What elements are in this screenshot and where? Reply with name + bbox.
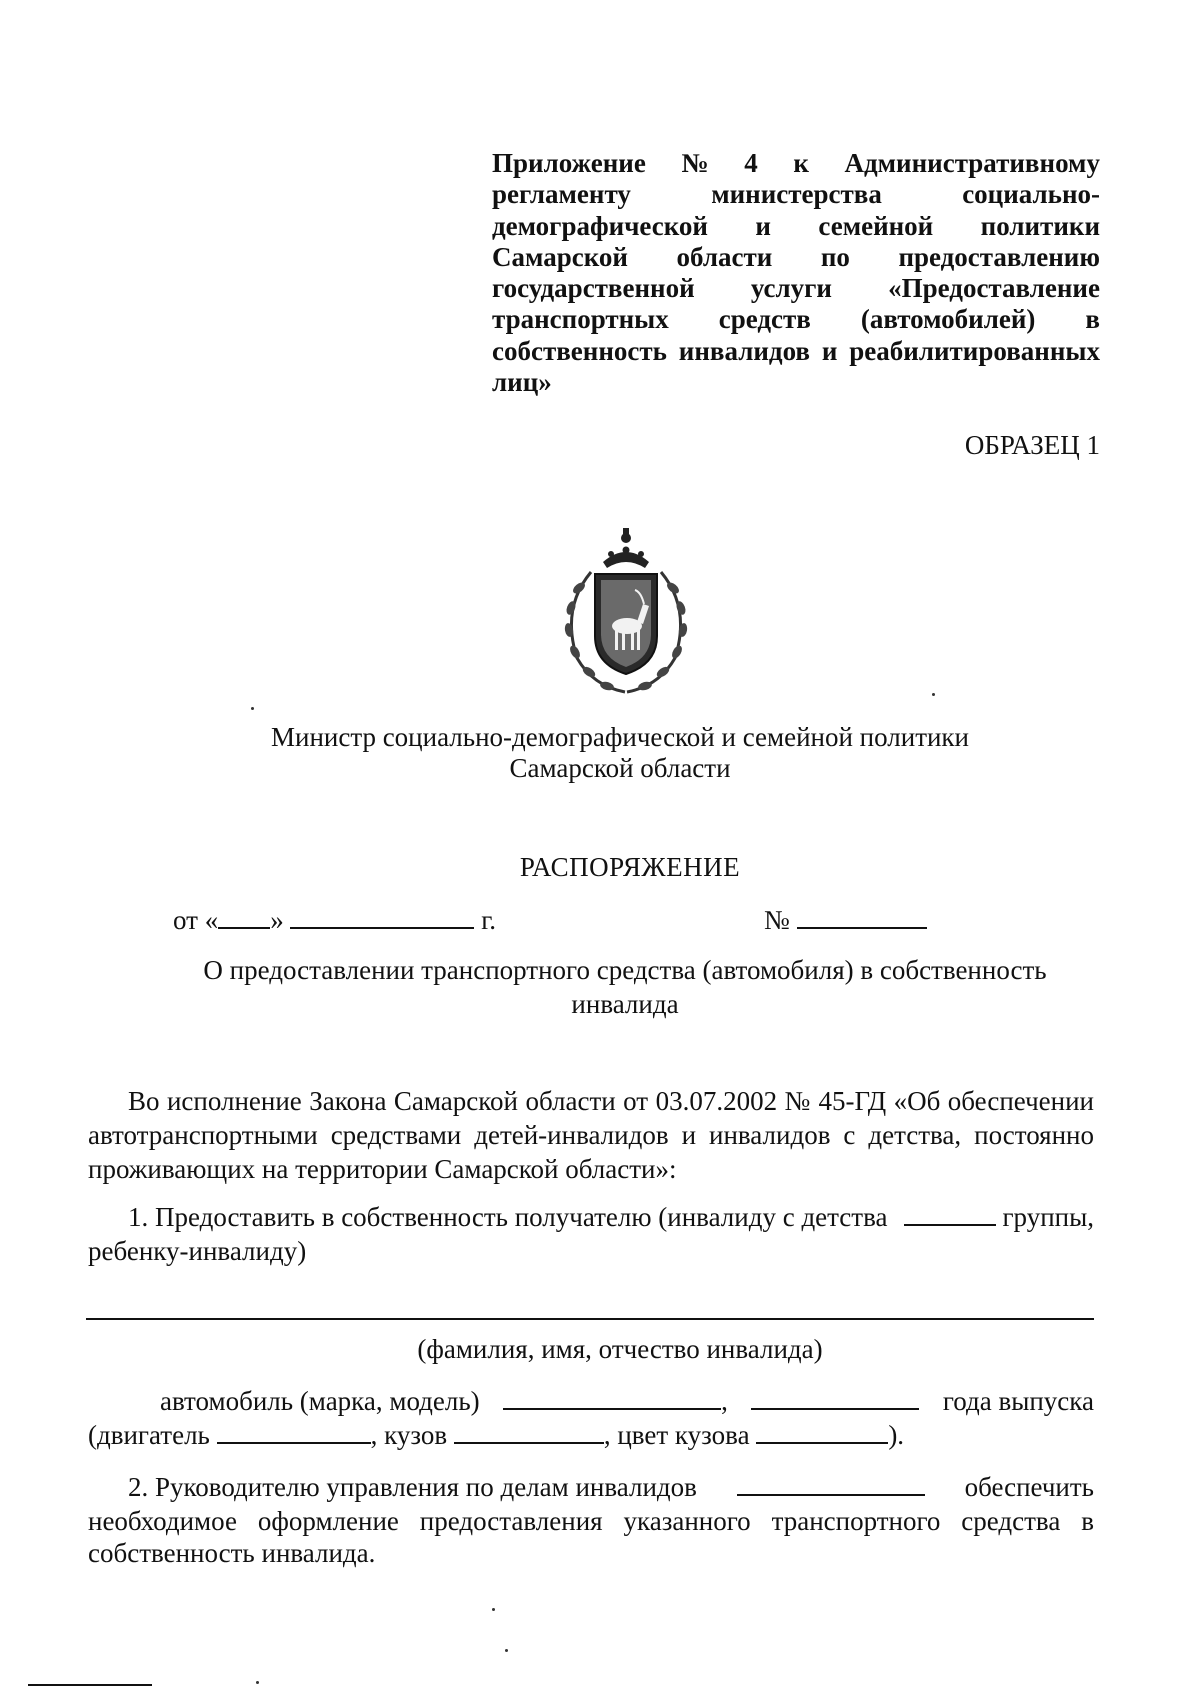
appendix-word: в [1085,304,1100,335]
intro-paragraph: Во исполнение Закона Самарской области от 03.07.2002 № 45-ГД «Об обеспечении автотранспортными средствами детей-инвалидов и инвалидов с детства, постоянно проживающих на территории Самарской области»: [88,1086,1094,1184]
item1-text: 1. Предоставить в собственность получателю (инвалиду с детства [128,1202,888,1232]
appendix-word: регламенту [492,179,631,210]
appendix-word: (автомобилей) [860,304,1036,335]
appendix-word: государственной [492,273,695,304]
document-type: РАСПОРЯЖЕНИЕ [519,852,741,882]
appendix-word: № [681,148,709,178]
appendix-word: инвалидов [678,335,810,366]
document-subject [180,953,1070,1021]
item2-ensure: обеспечить [964,1472,1094,1502]
appendix-word: услуги [750,273,832,304]
day-blank [218,905,270,929]
appendix-header [492,148,1100,398]
appendix-word: политики [980,210,1100,241]
appendix-word: области [676,241,773,272]
car-label: автомобиль (марка, модель) [160,1386,480,1416]
sample-label: ОБРАЗЕЦ 1 [964,430,1100,460]
year-label: года выпуска [942,1386,1094,1416]
car-year-blank [751,1386,919,1410]
close-paren: ). [888,1420,905,1450]
engine-blank [217,1420,371,1444]
organization-line: Министр социально-демографической и семейной политики [270,722,970,752]
year-suffix: г. [481,905,496,935]
appendix-line [492,304,1100,335]
appendix-line [492,336,1100,367]
fio-caption: (фамилия, имя, отчество инвалида) [417,1334,823,1364]
appendix-word: по [820,241,850,272]
item2-line2: необходимое оформление предоставления указанного транспортного средства в [88,1506,1094,1536]
appendix-word: социально- [962,179,1100,210]
item2-line1 [128,1472,1094,1503]
number-line [764,905,927,936]
date-line [173,905,496,936]
scan-speck [505,1649,508,1652]
appendix-word: средств [718,304,811,335]
appendix-word: собственность [492,335,667,366]
color-blank [756,1420,888,1444]
engine-label: (двигатель [88,1420,210,1450]
appendix-line [492,179,1100,210]
appendix-word: демографической [492,210,708,241]
item2-text: 2. Руководителю управления по делам инвалидов [128,1472,697,1502]
item1-groups: группы, [1002,1202,1094,1232]
appendix-word: предоставлению [898,241,1100,272]
date-from-label: от « [173,905,219,935]
appendix-word: Самарской [492,241,628,272]
appendix-word: лиц» [492,367,552,398]
disability-group-blank [904,1202,996,1226]
date-close-quote: » [270,905,284,935]
appendix-word: Административному [844,148,1100,178]
subject-line: О предоставлении транспортного средства (автомобиля) в собственность [203,955,1047,985]
item1-line1 [128,1202,1094,1233]
body-blank [454,1420,604,1444]
organization-heading [250,722,990,784]
scan-speck [251,707,254,710]
color-label: , цвет кузова [603,1420,750,1450]
appendix-word: транспортных [492,304,669,335]
appendix-word: и [755,210,771,241]
appendix-word: семейной [818,210,934,241]
department-blank [737,1472,925,1496]
body-label: , кузов [370,1420,448,1450]
appendix-line [492,367,1100,398]
organization-line: Самарской области [509,753,731,783]
item1-end: ребенку-инвалиду) [88,1236,307,1266]
fio-fill-line [86,1318,1094,1320]
appendix-word: 4 [744,148,758,178]
engine-line [88,1420,904,1451]
number-blank [797,905,927,929]
appendix-line [492,273,1100,304]
appendix-line [492,148,1100,179]
footer-rule [28,1684,152,1686]
number-label: № [764,905,790,935]
scan-speck [492,1608,495,1611]
appendix-line [492,211,1100,242]
scan-speck [256,1681,259,1684]
car-model-blank [503,1386,721,1410]
appendix-line [492,242,1100,273]
scan-speck [932,693,935,696]
month-blank [290,905,474,929]
appendix-word: Приложение [492,148,646,178]
appendix-word: «Предоставление [888,273,1100,304]
appendix-word: к [793,148,809,178]
appendix-word: и [821,335,838,366]
appendix-word: министерства [711,179,882,210]
car-comma: , [721,1386,728,1416]
item2-line3: собственность инвалида. [88,1538,376,1568]
subject-line: инвалида [571,989,679,1019]
samara-oblast-coat-of-arms-icon [551,528,701,698]
appendix-word: реабилитированных [849,335,1100,366]
car-line [160,1386,1094,1417]
